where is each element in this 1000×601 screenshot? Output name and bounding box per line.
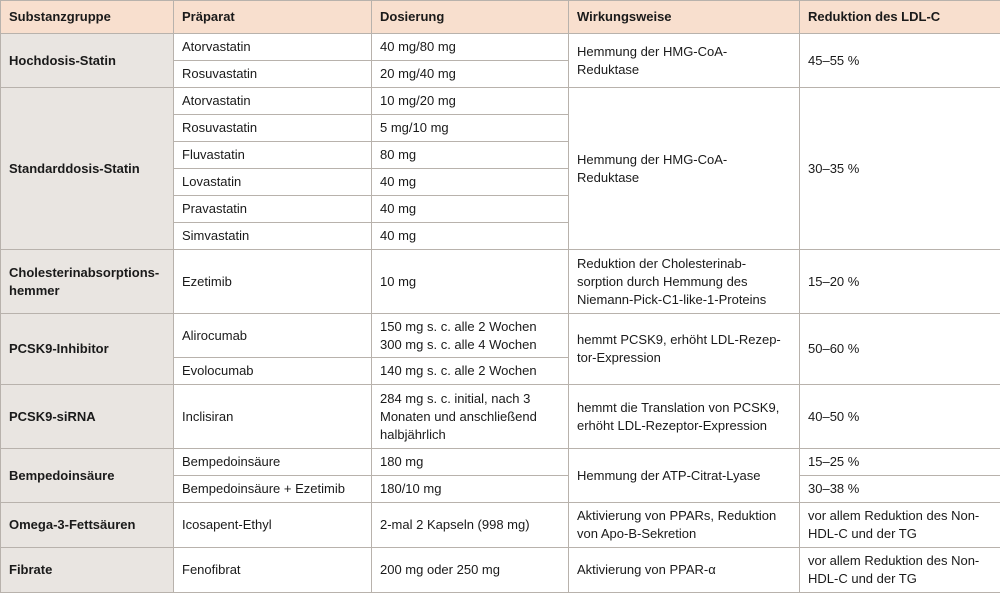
- mechanism-cell-line: hemmt PCSK9, erhöht LDL-Rezep-: [577, 332, 781, 347]
- dosage-cell-line: 40 mg/80 mg: [380, 39, 456, 54]
- table-row: [1, 385, 1000, 449]
- dosage-cell-line: Monaten und anschließend: [380, 408, 537, 424]
- ldl-reduction-cell-line: 50–60 %: [808, 341, 860, 356]
- ldl-reduction-cell-line: 15–25 %: [808, 454, 860, 469]
- ldl-reduction-cell-line: HDL-C und der TG: [808, 526, 917, 541]
- mechanism-cell: [569, 449, 800, 503]
- mechanism-cell: [569, 548, 800, 593]
- table-row: [1, 503, 1000, 548]
- substance-group-cell: [1, 34, 174, 88]
- ldl-reduction-cell-line: HDL-C und der TG: [808, 571, 917, 586]
- table-row: [1, 449, 1000, 476]
- drug-name-cell: Rosuvastatin: [174, 61, 372, 88]
- drug-name-cell: Atorvastatin: [174, 34, 372, 61]
- dosage-cell: [372, 250, 569, 314]
- dosage-cell: [372, 142, 569, 169]
- mechanism-cell-line: sorption durch Hemmung des: [577, 273, 748, 289]
- dosage-cell-line: 10 mg/20 mg: [380, 93, 456, 108]
- substance-group-cell-line: Bempedoinsäure: [9, 467, 115, 483]
- mechanism-cell: [569, 314, 800, 385]
- drug-name-cell: Alirocumab: [174, 314, 372, 358]
- dosage-cell-line: 40 mg: [380, 174, 417, 189]
- dosage-cell: [372, 115, 569, 142]
- drug-name-cell: Rosuvastatin: [174, 115, 372, 142]
- drug-name-cell: Icosapent-Ethyl: [174, 503, 372, 548]
- mechanism-cell: [569, 34, 800, 88]
- drug-name-cell: Fenofibrat: [174, 548, 372, 593]
- ldl-reduction-cell: [800, 548, 1000, 593]
- ldl-reduction-cell: [800, 88, 1000, 250]
- substance-group-cell: [1, 385, 174, 449]
- dosage-cell: [372, 503, 569, 548]
- table-body: [1, 34, 1000, 593]
- dosage-cell-line: 5 mg/10 mg: [380, 120, 449, 135]
- ldl-reduction-cell: [800, 476, 1000, 503]
- ldl-reduction-cell-line: 45–55 %: [808, 52, 860, 68]
- substance-group-cell-line: Cholesterinabsorptions-: [9, 264, 160, 280]
- substance-group-cell-line: PCSK9-Inhibitor: [9, 341, 109, 356]
- drug-name-cell: Pravastatin: [174, 196, 372, 223]
- mechanism-cell-line: Hemmung der HMG-CoA-: [577, 43, 728, 59]
- dosage-cell: [372, 385, 569, 449]
- drug-name-cell: Ezetimib: [174, 250, 372, 314]
- dosage-cell: [372, 314, 569, 358]
- ldl-reduction-cell-line: vor allem Reduktion des Non-: [808, 508, 980, 523]
- mechanism-cell-line: erhöht LDL-Rezeptor-Expression: [577, 417, 768, 433]
- substance-group-cell: [1, 548, 174, 593]
- drug-name-cell: Evolocumab: [174, 358, 372, 385]
- dosage-cell-line: halbjährlich: [380, 426, 446, 442]
- header-praeparat: Präparat: [174, 1, 372, 34]
- table-row: [1, 88, 1000, 115]
- dosage-cell: [372, 88, 569, 115]
- dosage-cell-line: 300 mg s. c. alle 4 Wochen: [380, 336, 537, 352]
- table-row: [1, 548, 1000, 593]
- mechanism-cell-line: Aktivierung von PPARs, Reduktion: [577, 508, 777, 523]
- ldl-reduction-cell: [800, 34, 1000, 88]
- mechanism-cell-line: Reduktase: [577, 61, 640, 77]
- mechanism-cell-line: tor-Expression: [577, 350, 661, 365]
- substance-group-cell-line: hemmer: [9, 282, 60, 298]
- mechanism-cell-line: Niemann-Pick-C1-like-1-Proteins: [577, 291, 767, 307]
- dosage-cell: [372, 34, 569, 61]
- dosage-cell-line: 140 mg s. c. alle 2 Wochen: [380, 363, 537, 378]
- dosage-cell: [372, 548, 569, 593]
- drug-name-cell: Atorvastatin: [174, 88, 372, 115]
- drug-name-cell: Simvastatin: [174, 223, 372, 250]
- header-wirkungsweise: Wirkungsweise: [569, 1, 800, 34]
- dosage-cell-line: 20 mg/40 mg: [380, 66, 456, 81]
- dosage-cell: [372, 196, 569, 223]
- ldl-reduction-cell: [800, 250, 1000, 314]
- ldl-reduction-cell-line: 40–50 %: [808, 408, 860, 424]
- ldl-reduction-cell-line: 30–38 %: [808, 481, 860, 496]
- ldl-reduction-cell: [800, 503, 1000, 548]
- dosage-cell: [372, 358, 569, 385]
- ldl-reduction-cell-line: vor allem Reduktion des Non-: [808, 553, 980, 568]
- mechanism-cell-line: Hemmung der ATP-Citrat-Lyase: [577, 467, 761, 483]
- dosage-cell-line: 180 mg: [380, 454, 424, 469]
- mechanism-cell-line: Reduktase: [577, 169, 640, 185]
- drug-name-cell: Bempedoinsäure: [174, 449, 372, 476]
- mechanism-cell-line: Aktivierung von PPAR-α: [577, 562, 716, 577]
- header-row: [1, 1, 1000, 34]
- ldl-reduction-cell: [800, 314, 1000, 385]
- dosage-cell: [372, 476, 569, 503]
- ldl-reduction-cell-line: 30–35 %: [808, 160, 860, 176]
- substance-group-cell-line: PCSK9-siRNA: [9, 408, 96, 424]
- dosage-cell-line: 40 mg: [380, 228, 417, 243]
- substance-group-cell-line: Hochdosis-Statin: [9, 52, 116, 68]
- dosage-cell: [372, 449, 569, 476]
- table-row: [1, 250, 1000, 314]
- table-row: [1, 314, 1000, 358]
- substance-group-cell-line: Fibrate: [9, 562, 53, 577]
- dosage-cell-line: 200 mg oder 250 mg: [380, 562, 500, 577]
- dosage-cell-line: 150 mg s. c. alle 2 Wochen: [380, 318, 537, 334]
- mechanism-cell: [569, 88, 800, 250]
- dosage-cell-line: 284 mg s. c. initial, nach 3: [380, 390, 531, 406]
- header-dosierung: Dosierung: [372, 1, 569, 34]
- mechanism-cell: [569, 385, 800, 449]
- substance-group-cell: [1, 88, 174, 250]
- ldl-reduction-cell: [800, 449, 1000, 476]
- substance-group-cell: [1, 250, 174, 314]
- mechanism-cell: [569, 250, 800, 314]
- substance-group-cell: [1, 449, 174, 503]
- mechanism-cell-line: Hemmung der HMG-CoA-: [577, 151, 728, 167]
- drug-name-cell: Inclisiran: [174, 385, 372, 449]
- substance-group-cell-line: Omega-3-Fettsäuren: [9, 517, 136, 532]
- dosage-cell: [372, 223, 569, 250]
- mechanism-cell-line: hemmt die Translation von PCSK9,: [577, 399, 780, 415]
- mechanism-cell-line: von Apo-B-Sekretion: [577, 526, 697, 541]
- dosage-cell-line: 180/10 mg: [380, 481, 442, 496]
- drug-name-cell: Lovastatin: [174, 169, 372, 196]
- header-reduktion-ldl-c: Reduktion des LDL-C: [800, 1, 1000, 34]
- dosage-cell-line: 10 mg: [380, 273, 417, 289]
- ldl-reduction-cell: [800, 385, 1000, 449]
- drug-name-cell: Bempedoinsäure + Ezetimib: [174, 476, 372, 503]
- header-substanzgruppe: Substanzgruppe: [1, 1, 174, 34]
- dosage-cell: [372, 61, 569, 88]
- dosage-cell: [372, 169, 569, 196]
- substance-group-cell: [1, 314, 174, 385]
- dosage-cell-line: 80 mg: [380, 147, 417, 162]
- substance-group-cell: [1, 503, 174, 548]
- drug-name-cell: Fluvastatin: [174, 142, 372, 169]
- substance-group-cell-line: Standarddosis-Statin: [9, 160, 140, 176]
- mechanism-cell: [569, 503, 800, 548]
- mechanism-cell-line: Reduktion der Cholesterinab-: [577, 255, 747, 271]
- table-row: [1, 34, 1000, 61]
- dosage-cell-line: 2-mal 2 Kapseln (998 mg): [380, 517, 530, 532]
- dosage-cell-line: 40 mg: [380, 201, 417, 216]
- ldl-reduction-cell-line: 15–20 %: [808, 273, 860, 289]
